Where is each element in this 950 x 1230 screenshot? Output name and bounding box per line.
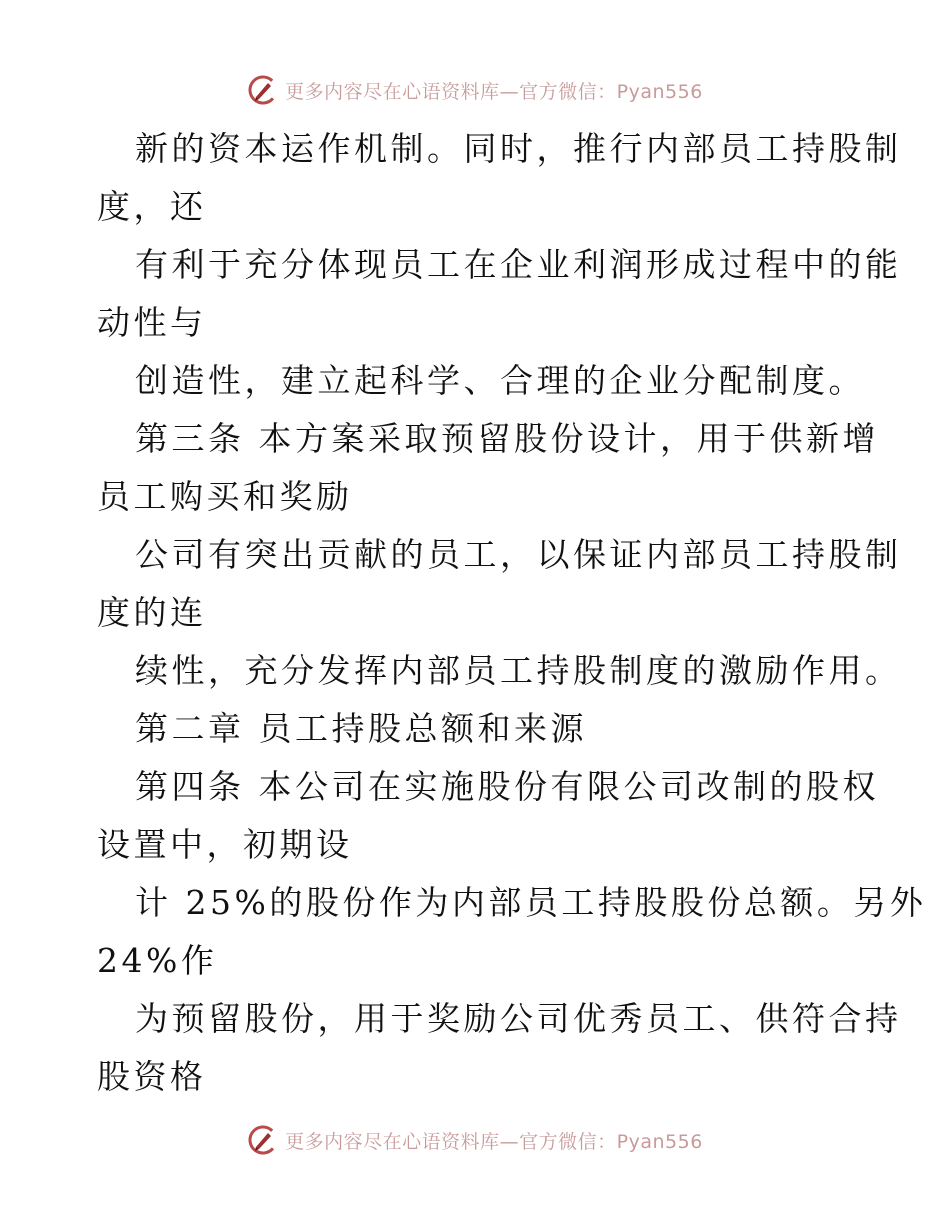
text-line: 创造性，建立起科学、合理的企业分配制度。 xyxy=(135,361,865,400)
text-line: 第三条 本方案采取预留股份设计，用于供新增 xyxy=(135,419,879,458)
text-line: 24%作 xyxy=(97,941,218,980)
text-line: 计 25%的股份作为内部员工持股股份总额。另外 xyxy=(135,883,927,922)
text-line: 度的连 xyxy=(97,593,207,632)
text-line: 第四条 本公司在实施股份有限公司改制的股权 xyxy=(135,767,879,806)
pen-circle-logo-icon xyxy=(247,74,279,106)
watermark-text: 更多内容尽在心语资料库—官方微信：Pyan556 xyxy=(285,80,703,103)
text-line: 新的资本运作机制。同时，推行内部员工持股制 xyxy=(135,129,902,168)
pen-circle-logo-icon xyxy=(247,1124,279,1156)
watermark-text: 更多内容尽在心语资料库—官方微信：Pyan556 xyxy=(285,1130,703,1153)
footer-watermark xyxy=(0,1120,950,1160)
text-line: 设置中，初期设 xyxy=(97,825,353,864)
text-line: 动性与 xyxy=(97,303,207,342)
text-line: 有利于充分体现员工在企业利润形成过程中的能 xyxy=(135,245,902,284)
header-watermark xyxy=(0,70,950,110)
text-line: 股资格 xyxy=(97,1057,207,1096)
text-line: 员工购买和奖励 xyxy=(97,477,353,516)
text-line: 度，还 xyxy=(97,187,207,226)
chapter-heading: 第二章 员工持股总额和来源 xyxy=(135,709,587,748)
text-line: 为预留股份，用于奖励公司优秀员工、供符合持 xyxy=(135,999,902,1038)
text-line: 公司有突出贡献的员工，以保证内部员工持股制 xyxy=(135,535,902,574)
text-line: 续性，充分发挥内部员工持股制度的激励作用。 xyxy=(135,651,902,690)
